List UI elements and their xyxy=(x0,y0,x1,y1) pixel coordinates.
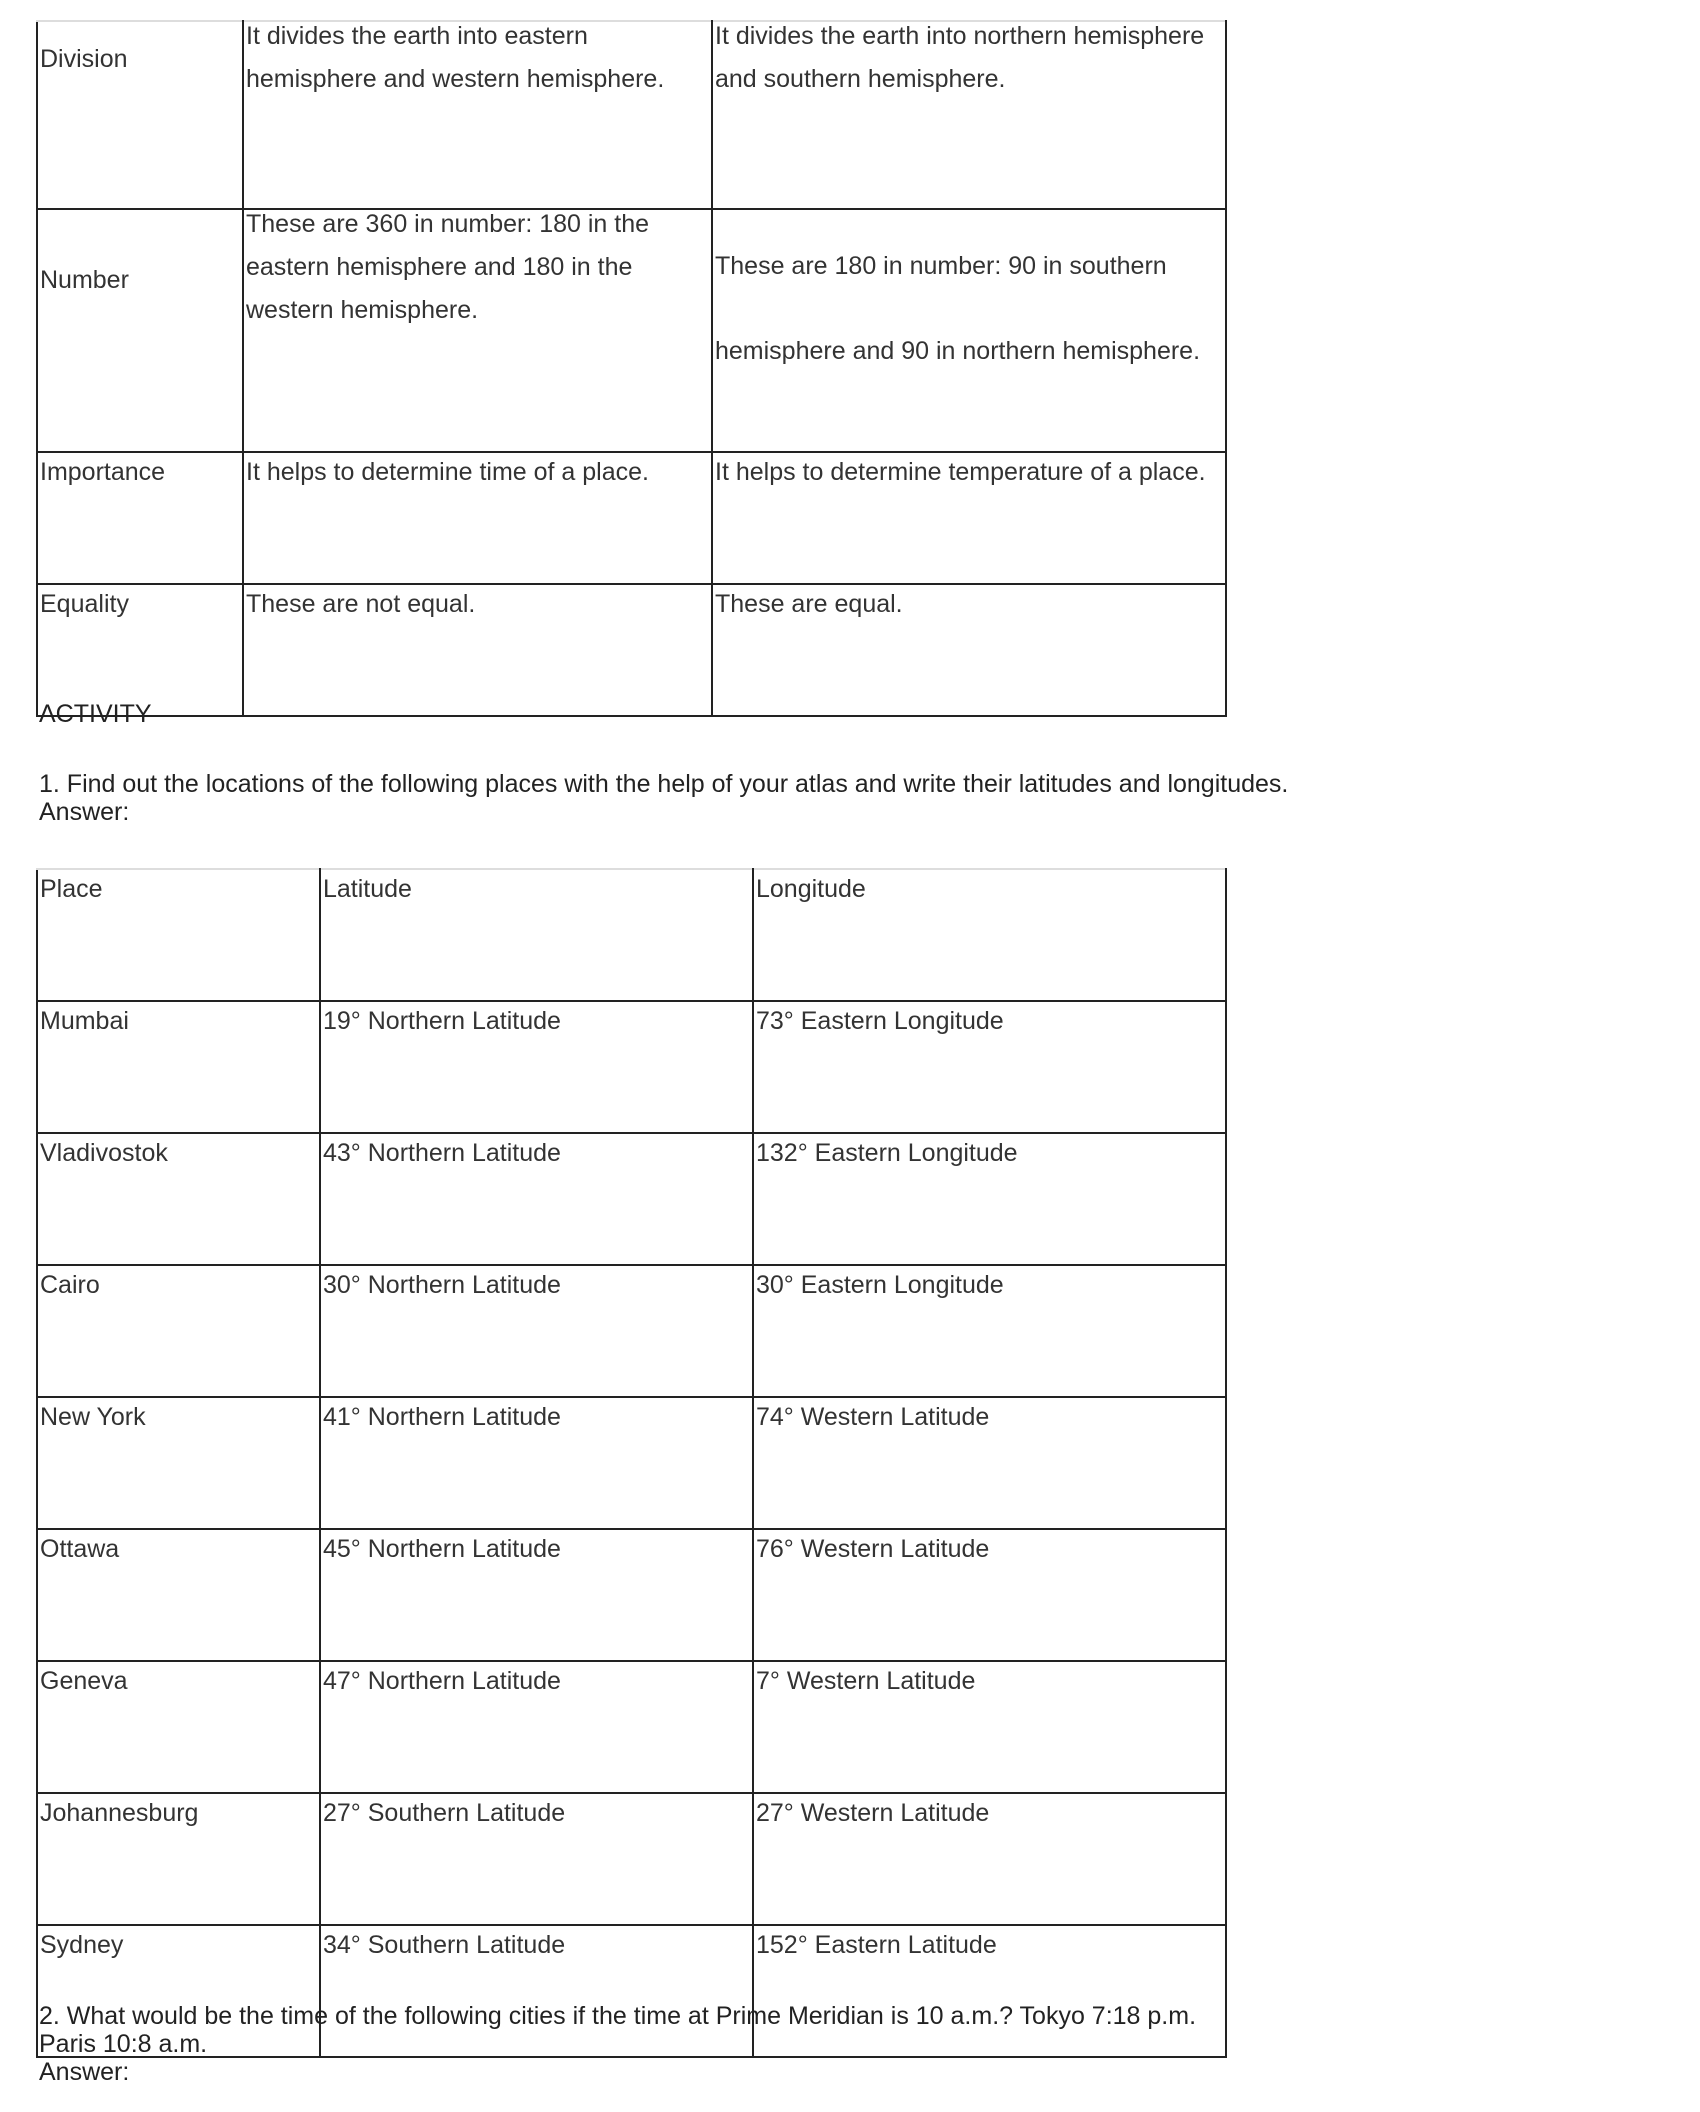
latitudes-cell: These are equal. xyxy=(712,584,1226,716)
place-cell: New York xyxy=(37,1397,320,1529)
place-cell: Cairo xyxy=(37,1265,320,1397)
latitude-cell: 43° Northern Latitude xyxy=(320,1133,753,1265)
table-row-equality xyxy=(37,584,1226,716)
place-cell: Ottawa xyxy=(37,1529,320,1661)
table-row xyxy=(37,1133,1226,1265)
table-header-row xyxy=(37,869,1226,1001)
latitudes-cell: It helps to determine temperature of a place. xyxy=(712,452,1226,584)
header-place: Place xyxy=(37,869,320,1001)
table-row xyxy=(37,1001,1226,1133)
table-row xyxy=(37,1265,1226,1397)
row-label-cell: Equality xyxy=(37,584,243,716)
longitude-cell: 74° Western Latitude xyxy=(753,1397,1226,1529)
table-row xyxy=(37,1397,1226,1529)
header-longitude: Longitude xyxy=(753,869,1226,1001)
longitude-cell: 7° Western Latitude xyxy=(753,1661,1226,1793)
comparison-table xyxy=(36,20,1227,717)
question-2-line-2: Paris 10:8 a.m. xyxy=(39,2030,208,2058)
longitudes-cell: It helps to determine time of a place. xyxy=(243,452,712,584)
place-cell: Mumbai xyxy=(37,1001,320,1133)
table-row-importance xyxy=(37,452,1226,584)
table-row-number xyxy=(37,209,1226,452)
longitudes-cell: These are not equal. xyxy=(243,584,712,716)
latitudes-cell: These are 180 in number: 90 in southern hemisphere and 90 in northern hemisphere. xyxy=(712,209,1226,452)
place-cell: Vladivostok xyxy=(37,1133,320,1265)
longitude-cell: 73° Eastern Longitude xyxy=(753,1001,1226,1133)
row-label-cell: Division xyxy=(37,21,243,209)
longitude-cell: 27° Western Latitude xyxy=(753,1793,1226,1925)
longitudes-cell: These are 360 in number: 180 in the eastern hemisphere and 180 in the western hemisphere. xyxy=(243,209,712,452)
place-cell: Geneva xyxy=(37,1661,320,1793)
longitudes-cell: It divides the earth into eastern hemisphere and western hemisphere. xyxy=(243,21,712,209)
latitude-cell: 27° Southern Latitude xyxy=(320,1793,753,1925)
answer-label-1: Answer: xyxy=(39,798,130,826)
latitude-cell: 45° Northern Latitude xyxy=(320,1529,753,1661)
answer-label-2: Answer: xyxy=(39,2058,130,2086)
activity-heading: ACTIVITY xyxy=(39,700,152,728)
question-1: 1. Find out the locations of the following places with the help of your atlas and write their latitudes and longitudes. xyxy=(39,770,1289,798)
places-table xyxy=(36,868,1227,2058)
longitude-cell: 152° Eastern Latitude xyxy=(753,1925,1226,2057)
longitude-cell: 132° Eastern Longitude xyxy=(753,1133,1226,1265)
latitude-cell: 30° Northern Latitude xyxy=(320,1265,753,1397)
latitude-cell: 19° Northern Latitude xyxy=(320,1001,753,1133)
row-label-cell: Importance xyxy=(37,452,243,584)
longitude-cell: 30° Eastern Longitude xyxy=(753,1265,1226,1397)
latitude-cell: 34° Southern Latitude xyxy=(320,1925,753,2057)
latitude-cell: 41° Northern Latitude xyxy=(320,1397,753,1529)
place-cell: Sydney xyxy=(37,1925,320,2057)
longitude-cell: 76° Western Latitude xyxy=(753,1529,1226,1661)
table-row xyxy=(37,1925,1226,2057)
latitudes-cell: It divides the earth into northern hemisphere and southern hemisphere. xyxy=(712,21,1226,209)
table-row xyxy=(37,1529,1226,1661)
question-2-line-1: 2. What would be the time of the following cities if the time at Prime Meridian is 10 a.m.? Tokyo 7:18 p.m. xyxy=(39,2002,1197,2030)
table-row xyxy=(37,1793,1226,1925)
latitude-cell: 47° Northern Latitude xyxy=(320,1661,753,1793)
table-row xyxy=(37,1661,1226,1793)
place-cell: Johannesburg xyxy=(37,1793,320,1925)
table-row-division xyxy=(37,21,1226,209)
row-label-cell: Number xyxy=(37,209,243,452)
header-latitude: Latitude xyxy=(320,869,753,1001)
